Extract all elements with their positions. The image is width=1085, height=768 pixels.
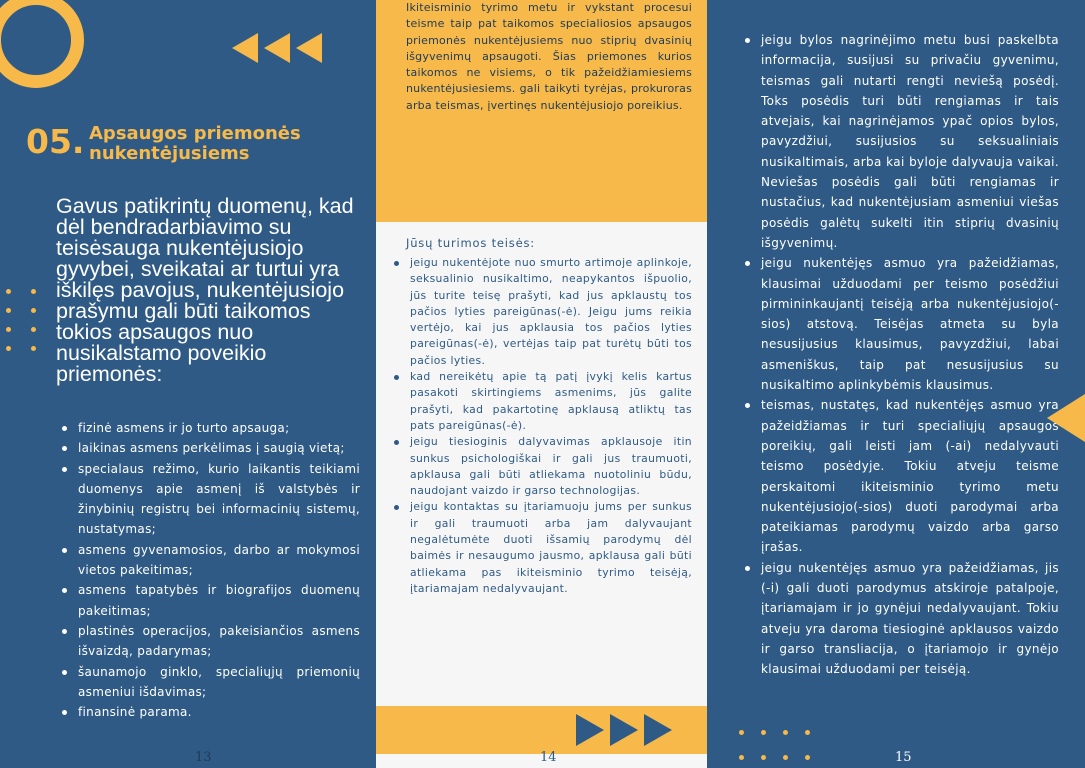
list-item: kad nereikėtų apie tą patį įvykį kelis kartus pasakoti skirtingiems asmenims, jūs galite prašyti, kad pakartotinę apklausą atliktų tas pats pareigūnas(-ė).	[390, 369, 692, 434]
edge-triangle-icon	[1047, 394, 1085, 442]
list-item: fizinė asmens ir jo turto apsauga;	[58, 418, 360, 438]
list-item: jeigu tiesioginis dalyvavimas apklausoje itin sunkus psichologiškai ir gali jus traumuoti, apklausa gali būti atliekama nuotoliniu būdu, naudojant vaizdo ir garso technologijas.	[390, 434, 692, 499]
section-number: 05.	[26, 122, 85, 161]
left-arrows-icon	[232, 33, 322, 63]
rights-list	[390, 255, 692, 597]
highlight-text: Ikiteisminio tyrimo metu ir vykstant procesui teisme taip pat taikomos specialiosios apsaugos priemonės nukentėjusiems nuo stiprių dvasinių išgyvenimų apsaugoti. Šias priemones kurios taikomos ne visiems, o tik pažeidžiamiesiems nukentėjusiesiems. gali taikyti tyrėjas, prokuroras arba teismas, įvertinęs nukentėjusiojo poreikius.	[406, 1, 692, 112]
page-number: 14	[540, 750, 557, 765]
list-item: jeigu bylos nagrinėjimo metu busi paskelbta informacija, susijusi su privačiu gyvenimu, teismas gali nutarti rengti neviešą posėdį. Toks posėdis turi būti rengiamas ir tais atvejais, kai nagrinėjamos ypač opios bylos, pavyzdžiui, susijusios su seksualiniais nusikaltimais, arba kai byloje dalyvauja vaikai. Neviešas posėdis gali būti rengiamas ir nustačius, kad nukentėjusiam asmeniui viešas posėdis galėtų sukelti itin stiprių dvasinių išgyvenimų.	[741, 30, 1059, 253]
list-item: jeigu kontaktas su įtariamuoju jums per sunkus ir gali traumuoti arba jam dalyvaujant negalėtumėte duoti išsamių parodymų dėl baimės ir nesaugumo jausmo, apklausa gali būti atliekama pas ikiteisminio tyrimo teisėją, įtariamajam nedalyvaujant.	[390, 499, 692, 597]
list-item: šaunamojo ginklo, specialiųjų priemonių asmeniui išdavimas;	[58, 662, 360, 703]
list-item: asmens tapatybės ir biografijos duomenų pakeitimas;	[58, 580, 360, 621]
list-item: asmens gyvenamosios, darbo ar mokymosi vietos pakeitimas;	[58, 540, 360, 581]
list-item: jeigu nukentėjęs asmuo yra pažeidžiamas, jis (-i) gali duoti parodymus atskiroje patalpoje, įtariamajam ir jo gynėjui nedalyvaujant. Tokiu atveju yra daroma tiesioginė apklausos vaizdo ir garso transliacija, o įtariamojo ir gynėjo klausimai užduodami per teisėją.	[741, 558, 1059, 680]
measures-list	[58, 418, 360, 722]
list-item: specialaus režimo, kurio laikantis teikiami duomenys apie asmenį iš valstybės ir žinybinių registrų bei informacinių sistemų, nustatymas;	[58, 459, 360, 540]
right-arrows-icon	[576, 714, 672, 746]
rights-title: Jūsų turimos teisės:	[406, 236, 535, 250]
list-item: jeigu nukentėjęs asmuo yra pažeidžiamas, klausimai užduodami per teismo posėdžiui pirmininkaujantį teisėją arba nukentėjusiojo(-sios) atstovą. Teisėjas atmeta su byla nesusijusius klausimus, pavyzdžiui, labai asmeniškus, taip pat nesusijusius su nusikaltimo aplinkybėmis klausimus.	[741, 253, 1059, 395]
page-15	[707, 0, 1085, 768]
dot-grid-icon	[6, 289, 36, 351]
page-number: 15	[895, 750, 912, 765]
list-item: plastinės operacijos, pakeisiančios asmens išvaizdą, padarymas;	[58, 621, 360, 662]
section-title: Apsaugos priemonės nukentėjusiems	[89, 123, 301, 164]
page-13	[0, 0, 376, 768]
page-number: 13	[195, 750, 212, 765]
procedure-list	[741, 30, 1059, 680]
list-item: jeigu nukentėjote nuo smurto artimoje aplinkoje, seksualinio nusikaltimo, neapykantos išpuolio, jūs turite teisę prašyti, kad jus apklaustų tos pačios lyties pareigūnas(-ė). Jeigu jums reikia vertėjo, kai jus apklausia tos pačios lyties pareigūnas(-ė), vertėjas taip pat turėtų būti tos pačios lyties.	[390, 255, 692, 369]
intro-text: Gavus patikrintų duomenų, kad dėl bendradarbiavimo su teisėsauga nukentėjusiojo gyvybei, sveikatai ar turtui yra iškilęs pavojus, nukentėjusiojo prašymu gali būti taikomos tokios apsaugos nuo nusikalstamo poveikio priemonės:	[56, 194, 354, 386]
list-item: finansinė parama.	[58, 702, 360, 722]
highlight-box	[376, 0, 707, 222]
page-14	[376, 0, 707, 768]
dot-grid-icon	[739, 730, 810, 760]
list-item: teismas, nustatęs, kad nukentėjęs asmuo yra pažeidžiamas ir turi specialiųjų apsaugos poreikių, gali leisti jam (-ai) nedalyvauti teismo posėdyje. Tokiu atveju teisme perskaitomi ikiteisminio tyrimo metu nukentėjusiojo(-sios) duoti parodymai arba pateikiamas parodymų vaizdo arba garso įrašas.	[741, 395, 1059, 557]
list-item: laikinas asmens perkėlimas į saugią vietą;	[58, 438, 360, 458]
bottom-bar	[376, 706, 707, 754]
ring-decoration-icon	[0, 0, 84, 88]
